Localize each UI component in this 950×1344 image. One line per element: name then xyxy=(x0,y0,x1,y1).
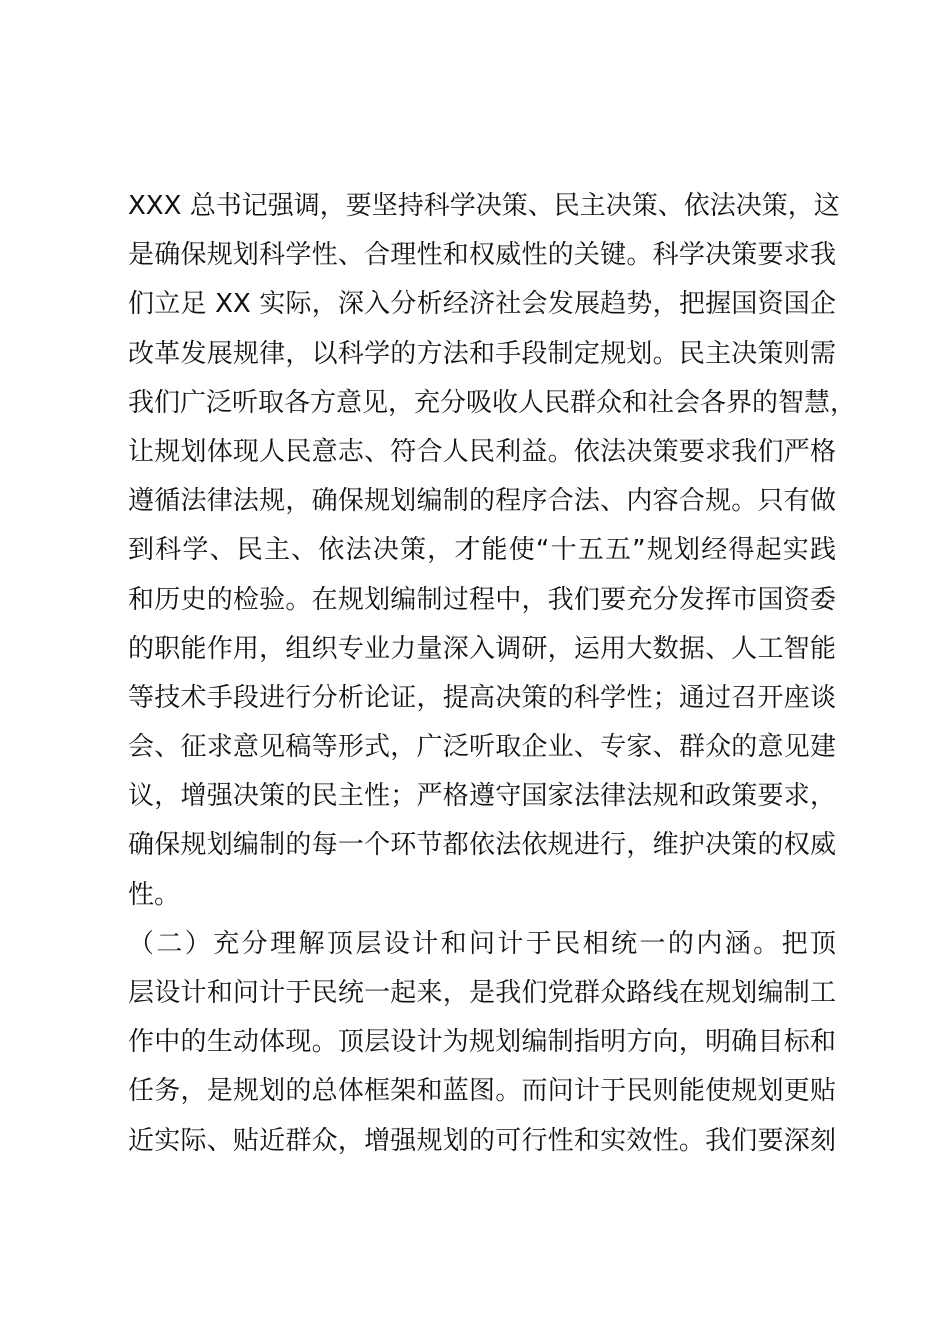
text-line: 近实际、贴近群众，增强规划的可行性和实效性。我们要深刻 xyxy=(128,1125,836,1156)
document-body xyxy=(128,182,857,1166)
text-line: 会、征求意见稿等形式，广泛听取企业、专家、群众的意见建 xyxy=(128,732,836,763)
text-line: 任务，是规划的总体框架和蓝图。而问计于民则能使规划更贴 xyxy=(128,1076,836,1107)
text-line: 议，增强决策的民主性；严格遵守国家法律法规和政策要求， xyxy=(128,781,836,812)
text-line: 是确保规划科学性、合理性和权威性的关键。科学决策要求我 xyxy=(128,240,836,271)
text-line: 等技术手段进行分析论证，提高决策的科学性；通过召开座谈 xyxy=(128,682,836,713)
text-line: 和历史的检验。在规划编制过程中，我们要充分发挥市国资委 xyxy=(128,584,836,615)
text-line: 遵循法律法规，确保规划编制的程序合法、内容合规。只有做 xyxy=(128,486,836,517)
text-line: 我们广泛听取各方意见，充分吸收人民群众和社会各界的智慧， xyxy=(128,387,857,418)
paragraph-1 xyxy=(128,182,857,920)
text-line: （二）充分理解顶层设计和问计于民相统一的内涵。把顶 xyxy=(128,928,836,959)
text-line: 让规划体现人民意志、符合人民利益。依法决策要求我们严格 xyxy=(128,436,836,467)
text-line: 层设计和问计于民统一起来，是我们党群众路线在规划编制工 xyxy=(128,978,836,1008)
text-line: 们立足 XX 实际，深入分析经济社会发展趋势，把握国资国企 xyxy=(128,289,836,320)
text-line: XXX 总书记强调，要坚持科学决策、民主决策、依法决策，这 xyxy=(128,191,840,221)
text-line: 性。 xyxy=(128,879,181,910)
text-line: 改革发展规律，以科学的方法和手段制定规划。民主决策则需 xyxy=(128,338,836,369)
text-line: 确保规划编制的每一个环节都依法依规进行，维护决策的权威 xyxy=(128,830,836,861)
paragraph-2 xyxy=(128,920,836,1166)
text-line: 作中的生动体现。顶层设计为规划编制指明方向，明确目标和 xyxy=(128,1027,836,1058)
text-line: 的职能作用，组织专业力量深入调研，运用大数据、人工智能 xyxy=(128,633,836,664)
text-line: 到科学、民主、依法决策，才能使“十五五”规划经得起实践 xyxy=(128,535,836,566)
